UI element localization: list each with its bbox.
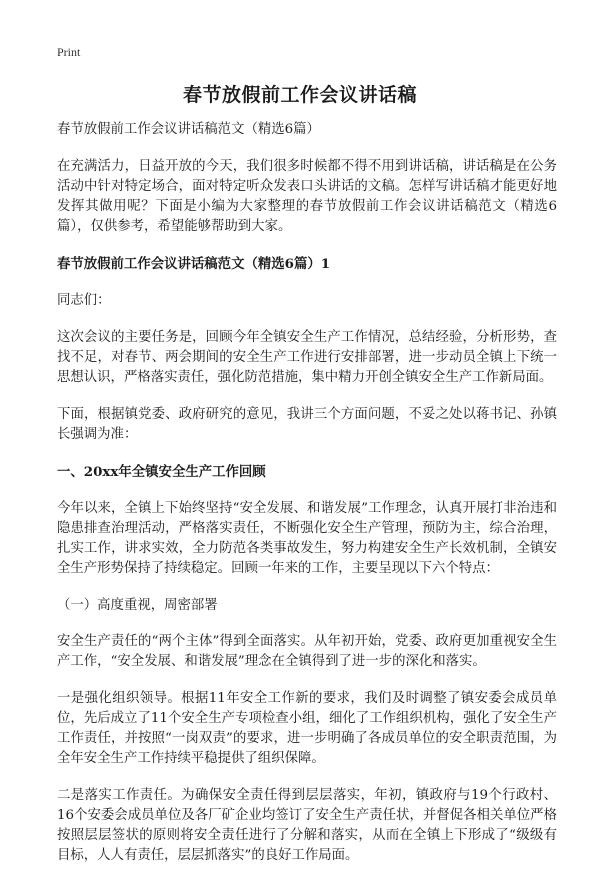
paragraph: 今年以来，全镇上下始终坚持“安全发展、和谐发展”工作理念，认真开展打非治违和隐患排查治理活动，严格落实责任，不断强化安全生产管理，预防为主，综合治理，扎实工作，讲求实效，全力防范各类事故发生，努力构建安全生产长效机制，全镇安全生产形势保持了持续稳定。回顾一年来的工作，主要呈现以下六个特点： [57, 501, 557, 576]
paragraph: 安全生产责任的“两个主体”得到全面落实。从年初开始，党委、政府更加重视安全生产工作，“安全发展、和谐发展”理念在全镇得到了进一步的深化和落实。 [57, 634, 557, 669]
greeting: 同志们： [57, 293, 111, 308]
heading-review: 一、20xx年全镇安全生产工作回顾 [57, 464, 266, 480]
paragraph: 这次会议的主要任务是，回顾今年全镇安全生产工作情况，总结经验，分析形势，查找不足，对春节、两会期间的安全生产工作进行安排部署，进一步动员全镇上下统一思想认识，严格落实责任，强化防范措施，集中精力开创全镇安全生产工作新局面。 [57, 330, 557, 385]
page-title: 春节放假前工作会议讲话稿 [182, 84, 417, 106]
paragraph: 二是落实工作责任。为确保安全责任得到层层落实，年初，镇政府与19个行政村、16个安委会成员单位及各厂矿企业均签订了安全生产责任状，并督促各相关单位严格按照层层签状的原则将安全责任进行了分解和落实，从而在全镇上下形成了“级级有目标，人人有责任，层层抓落实”的良好工作局面。 [57, 788, 557, 863]
subheading: （一）高度重视，周密部署 [57, 598, 218, 613]
paragraph: 一是强化组织领导。根据11年安全工作新的要求，我们及时调整了镇安委会成员单位，先后成立了11个安全生产专项检查小组，细化了工作组织机构，强化了安全生产工作责任，并按照“一岗双责”的要求，进一步明确了各成员单位的安全职责范围，为全年安全生产工作持续平稳提供了组织保障。 [57, 691, 557, 766]
section-heading: 春节放假前工作会议讲话稿范文（精选6篇）1 [57, 256, 331, 272]
document-body [57, 120, 557, 883]
intro-paragraph: 在充满活力，日益开放的今天，我们很多时候都不得不用到讲话稿，讲话稿是在公务活动中针对特定场合，面对特定听众发表口头讲话的文稿。怎样写讲话稿才能更好地发挥其做用呢？下面是小编为大家整理的春节放假前工作会议讲话稿范文（精选6篇），仅供参考，希望能够帮助到大家。 [57, 159, 557, 234]
print-link[interactable]: Print [57, 45, 81, 59]
document-subtitle: 春节放假前工作会议讲话稿范文（精选6篇） [57, 122, 320, 137]
paragraph: 下面，根据镇党委、政府研究的意见，我讲三个方面问题，不妥之处以蒋书记、孙镇长强调为准： [57, 407, 557, 442]
